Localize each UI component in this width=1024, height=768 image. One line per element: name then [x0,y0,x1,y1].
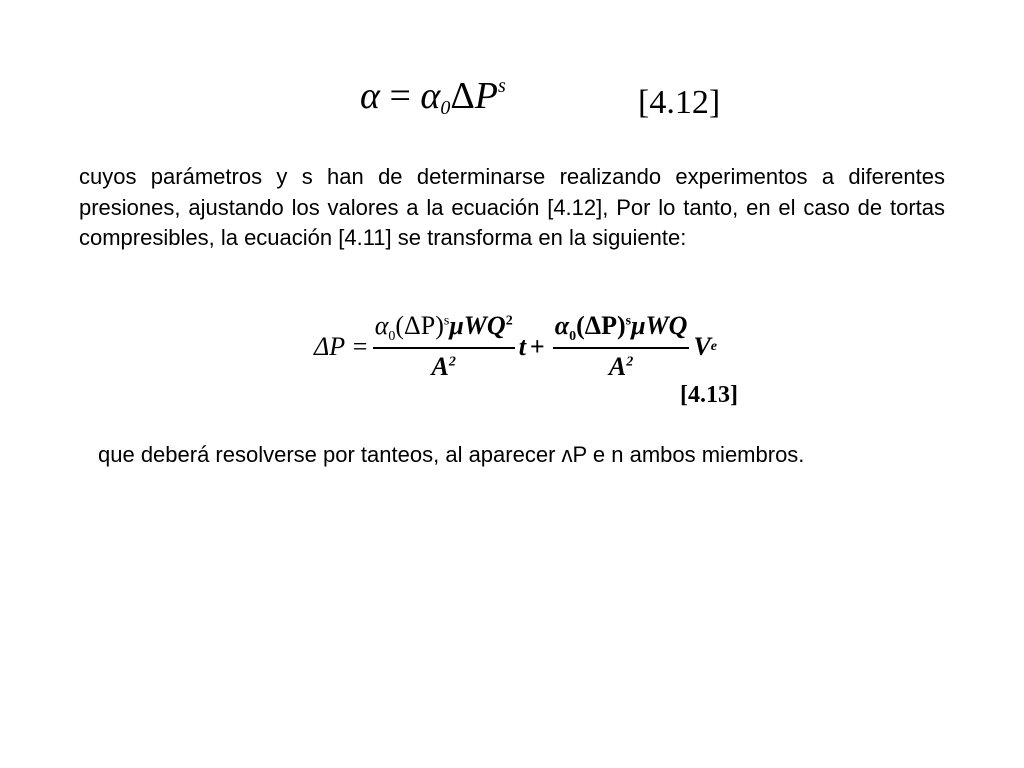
eq2-v: V [693,331,711,361]
eq2-v-sub: e [710,338,718,354]
eq-alpha0-sub: 0 [440,97,451,119]
equation-number-4-13: [4.13] [680,382,738,408]
eq2-t: t [518,331,526,361]
eq2-frac2-alpha: α [554,311,570,340]
eq2-fraction-1 [373,312,515,381]
eq-exponent: s [498,75,506,97]
eq-delta: Δ [450,75,475,117]
eq2-frac1-muwq: μWQ [449,311,506,340]
eq2-frac2-muwq: μWQ [631,311,688,340]
eq2-frac1-a: A [431,351,449,381]
eq2-frac2-alpha-sub: 0 [569,329,577,345]
paragraph-parameters: cuyos parámetros y s han de determinarse realizando experimentos a diferentes presiones, ajustando los valores a la ecuación [4.12], Por lo tanto, en el caso de tortas compresibles, la ecuación [4.11] se transforma en la siguiente: [79,164,945,250]
equation-4-12 [360,76,506,118]
paragraph-resolution: que deberá resolverse por tanteos, al aparecer ʌP e n ambos miembros. [98,442,805,467]
eq2-lhs: ΔP = [314,331,369,361]
eq2-frac2-exp: s [625,313,632,329]
eq2-frac2-denominator [609,349,633,382]
eq2-frac2-a-exp: 2 [626,353,634,369]
eq-alpha: α [360,75,380,117]
eq2-frac1-alpha: α [374,311,389,340]
eq2-frac1-denominator [432,349,456,382]
equation-4-13 [314,312,717,381]
eq2-frac1-deltap: (ΔP) [395,311,444,340]
eq-alpha0: α [420,75,441,117]
eq2-frac2-a: A [608,351,627,381]
eq2-frac2-numerator [553,312,690,349]
eq2-frac2-deltap: (ΔP) [576,311,626,340]
eq-equals: = [389,75,411,117]
eq2-frac1-exp: s [443,313,450,329]
equation-number-4-12: [4.12] [638,84,721,121]
eq2-fraction-2 [553,312,690,381]
eq2-frac1-a-exp: 2 [448,353,456,369]
eq2-frac1-q-exp: 2 [505,313,513,329]
eq2-plus: + [529,331,545,361]
eq2-frac1-numerator [373,312,515,349]
eq-p: P [474,75,498,117]
eq2-frac1-alpha-sub: 0 [388,329,396,345]
